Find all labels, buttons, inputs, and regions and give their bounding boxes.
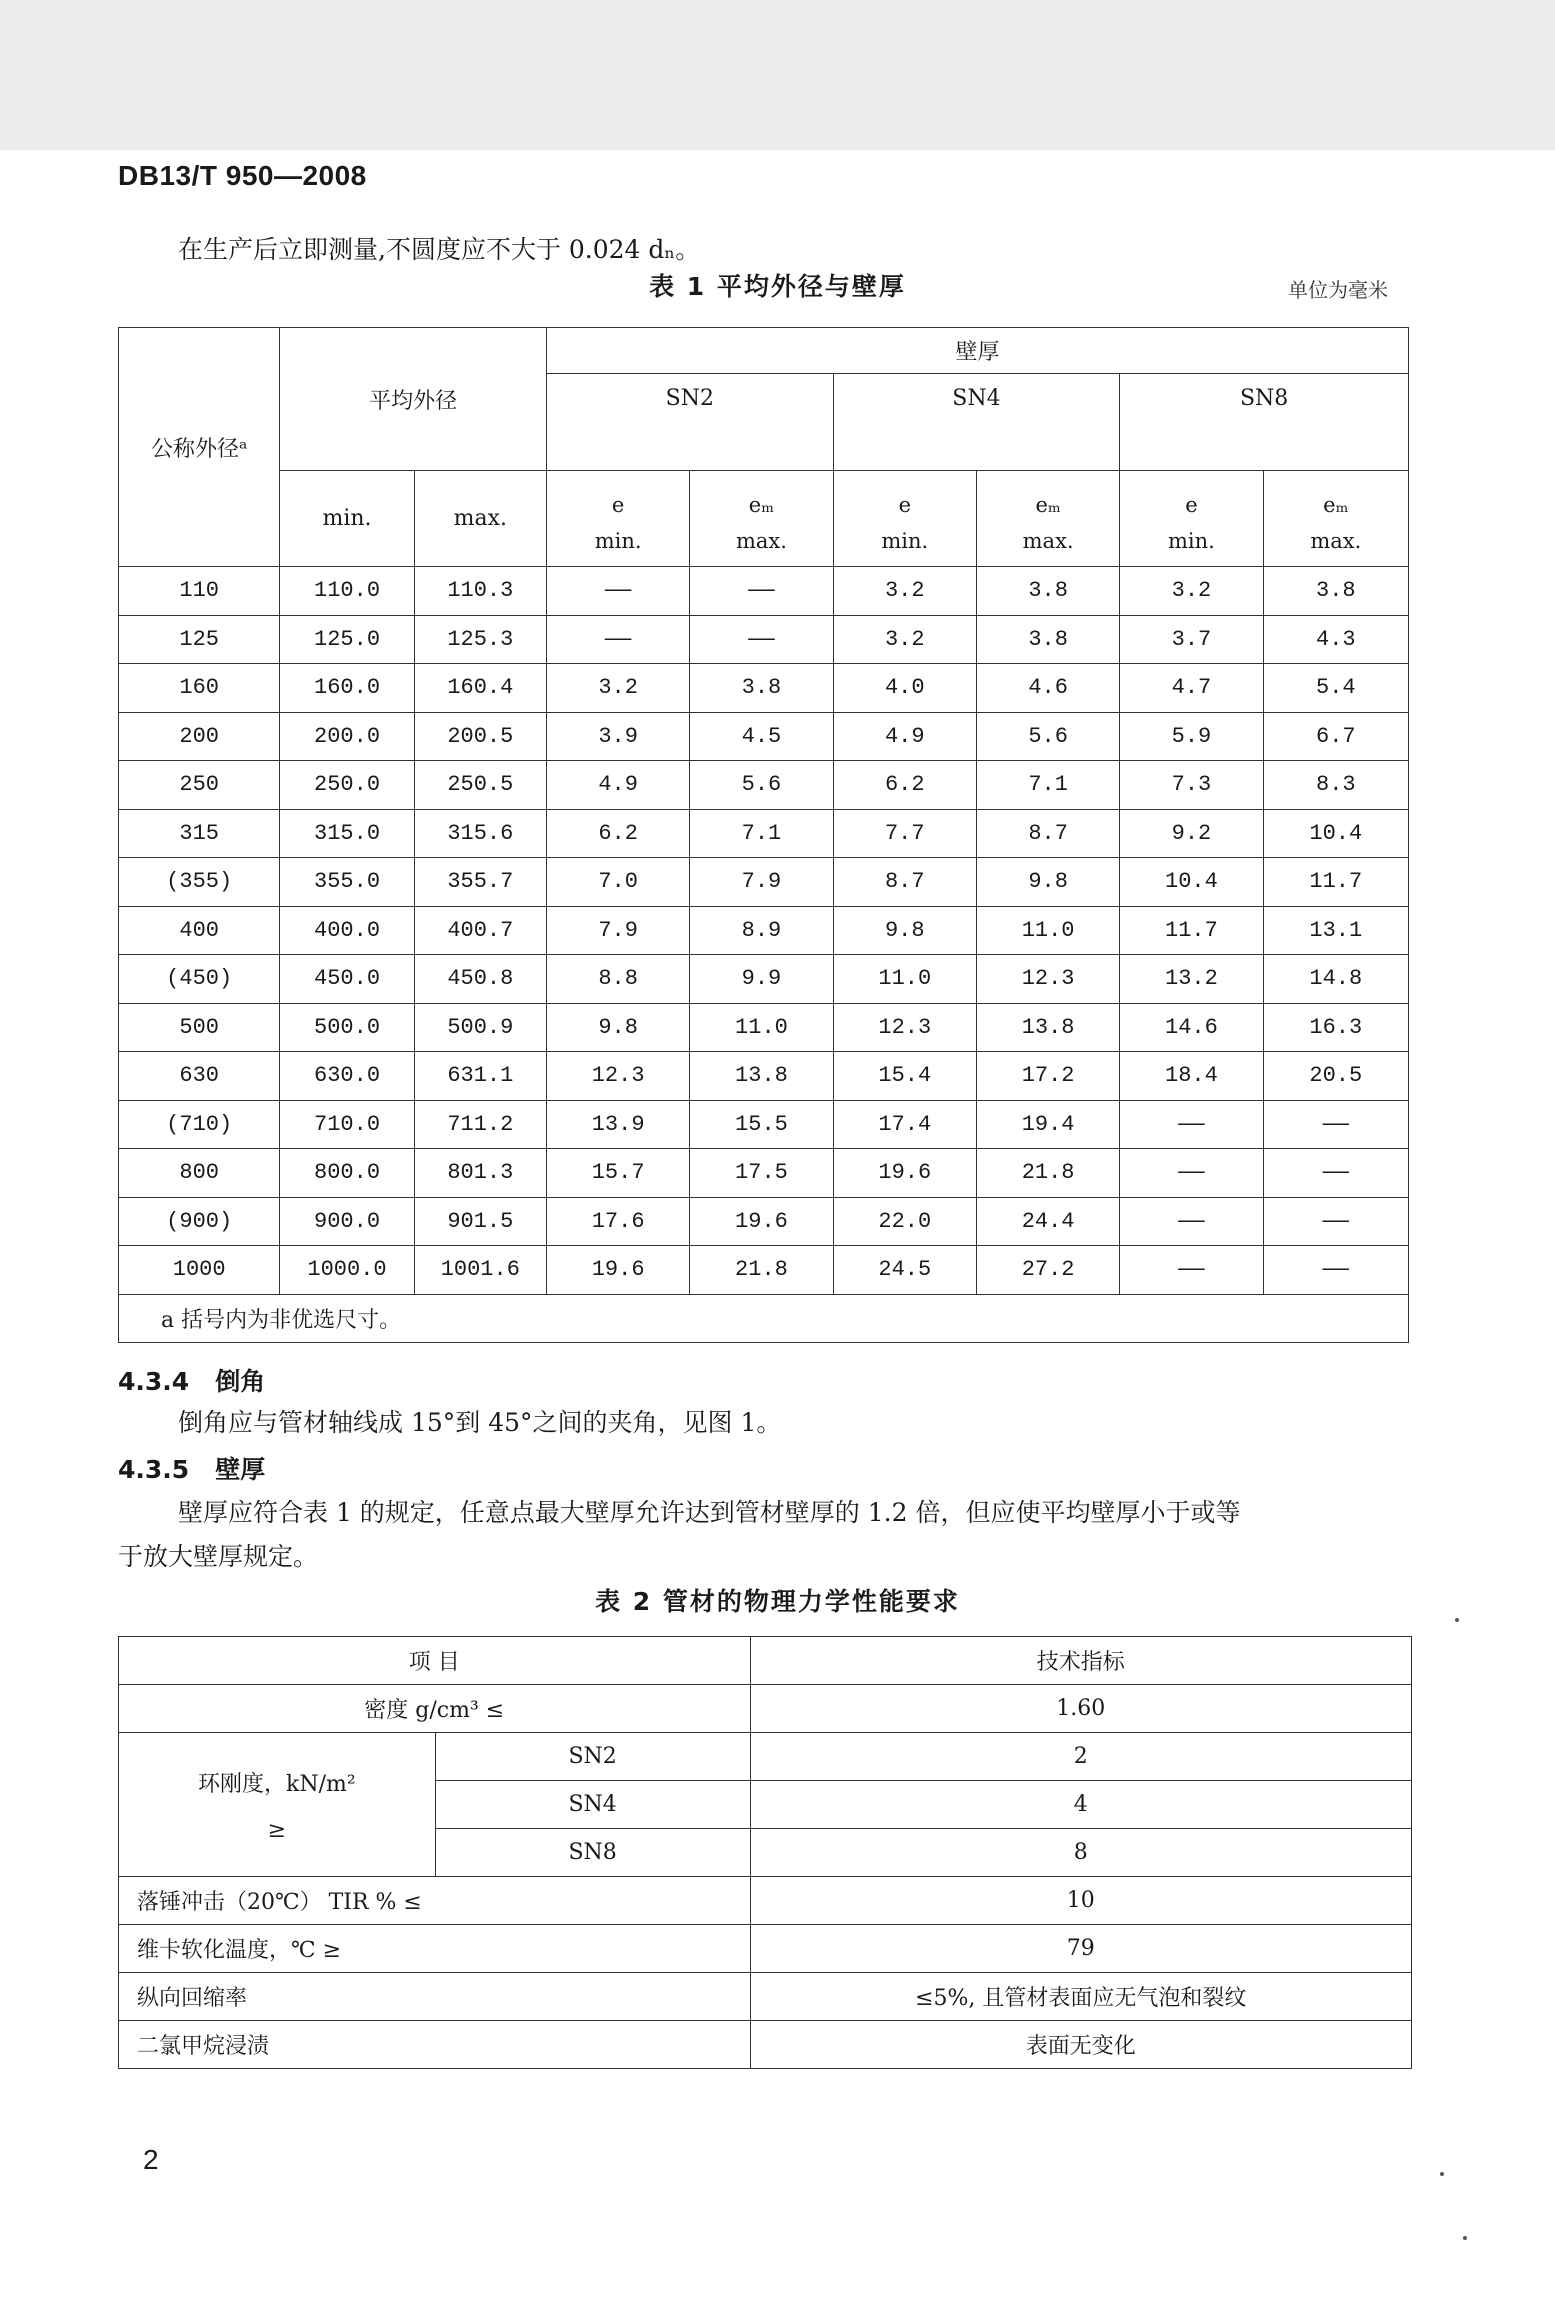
cell-sn8-em-max: 11.7 bbox=[1263, 858, 1408, 907]
cell-sn8-e-min: 9.2 bbox=[1120, 809, 1263, 858]
cell-sn8-e-min: 11.7 bbox=[1120, 906, 1263, 955]
dichloromethane-value: 表面无变化 bbox=[750, 2021, 1411, 2069]
ring-grade: SN8 bbox=[435, 1829, 750, 1877]
table-row bbox=[119, 906, 1409, 955]
cell-sn4-em-max: 27.2 bbox=[976, 1246, 1119, 1295]
cell-sn8-em-max: 14.8 bbox=[1263, 955, 1408, 1004]
cell-sn8-em-max: 13.1 bbox=[1263, 906, 1408, 955]
cell-sn4-em-max: 19.4 bbox=[976, 1100, 1119, 1149]
cell-mean-min: 500.0 bbox=[280, 1003, 414, 1052]
scan-speck bbox=[1455, 1618, 1459, 1622]
header-sn8-e-min: e min. bbox=[1120, 471, 1263, 567]
cell-sn2-e-min: 8.8 bbox=[546, 955, 689, 1004]
cell-sn4-em-max: 8.7 bbox=[976, 809, 1119, 858]
cell-sn2-em-max: 17.5 bbox=[690, 1149, 833, 1198]
cell-nominal: (450) bbox=[119, 955, 280, 1004]
table-row bbox=[119, 761, 1409, 810]
cell-nominal: (900) bbox=[119, 1197, 280, 1246]
table-row bbox=[119, 1003, 1409, 1052]
cell-sn8-em-max: —— bbox=[1263, 1149, 1408, 1198]
cell-sn2-e-min: 15.7 bbox=[546, 1149, 689, 1198]
cell-sn4-em-max: 3.8 bbox=[976, 567, 1119, 616]
cell-mean-max: 450.8 bbox=[414, 955, 546, 1004]
cell-sn2-em-max: 5.6 bbox=[690, 761, 833, 810]
cell-nominal: 125 bbox=[119, 615, 280, 664]
cell-mean-max: 901.5 bbox=[414, 1197, 546, 1246]
density-value: 1.60 bbox=[750, 1685, 1411, 1733]
cell-sn8-em-max: 8.3 bbox=[1263, 761, 1408, 810]
cell-sn2-em-max: 21.8 bbox=[690, 1246, 833, 1295]
dichloromethane-label: 二氯甲烷浸渍 bbox=[119, 2021, 751, 2069]
cell-mean-min: 450.0 bbox=[280, 955, 414, 1004]
table2-title: 表 2 管材的物理力学性能要求 bbox=[595, 1587, 960, 1616]
cell-mean-min: 710.0 bbox=[280, 1100, 414, 1149]
header-sn8-em-max: eₘ max. bbox=[1263, 471, 1408, 567]
cell-sn2-em-max: 11.0 bbox=[690, 1003, 833, 1052]
cell-sn4-e-min: 6.2 bbox=[833, 761, 976, 810]
cell-sn4-e-min: 17.4 bbox=[833, 1100, 976, 1149]
cell-sn4-em-max: 11.0 bbox=[976, 906, 1119, 955]
cell-sn2-em-max: 15.5 bbox=[690, 1100, 833, 1149]
cell-mean-max: 500.9 bbox=[414, 1003, 546, 1052]
table-row bbox=[119, 1246, 1409, 1295]
cell-mean-max: 110.3 bbox=[414, 567, 546, 616]
cell-mean-max: 355.7 bbox=[414, 858, 546, 907]
cell-nominal: 200 bbox=[119, 712, 280, 761]
cell-nominal: 315 bbox=[119, 809, 280, 858]
cell-mean-min: 200.0 bbox=[280, 712, 414, 761]
cell-sn8-em-max: 10.4 bbox=[1263, 809, 1408, 858]
cell-mean-max: 400.7 bbox=[414, 906, 546, 955]
cell-sn4-e-min: 19.6 bbox=[833, 1149, 976, 1198]
cell-sn8-em-max: 4.3 bbox=[1263, 615, 1408, 664]
cell-mean-max: 631.1 bbox=[414, 1052, 546, 1101]
cell-sn4-em-max: 5.6 bbox=[976, 712, 1119, 761]
cell-mean-max: 250.5 bbox=[414, 761, 546, 810]
cell-mean-min: 355.0 bbox=[280, 858, 414, 907]
section-4-3-5-text-line2: 于放大壁厚规定。 bbox=[118, 1542, 319, 1571]
cell-sn8-em-max: 5.4 bbox=[1263, 664, 1408, 713]
cell-mean-min: 900.0 bbox=[280, 1197, 414, 1246]
cell-mean-min: 400.0 bbox=[280, 906, 414, 955]
cell-sn8-e-min: 14.6 bbox=[1120, 1003, 1263, 1052]
document-code: DB13/T 950—2008 bbox=[118, 160, 367, 191]
header-sn8: SN8 bbox=[1120, 374, 1409, 471]
cell-sn4-em-max: 21.8 bbox=[976, 1149, 1119, 1198]
header-mean-diameter: 平均外径 bbox=[280, 328, 547, 471]
cell-mean-min: 250.0 bbox=[280, 761, 414, 810]
cell-sn8-e-min: 13.2 bbox=[1120, 955, 1263, 1004]
table-row bbox=[119, 712, 1409, 761]
cell-nominal: (355) bbox=[119, 858, 280, 907]
cell-sn2-e-min: 7.0 bbox=[546, 858, 689, 907]
table-row bbox=[119, 567, 1409, 616]
cell-sn4-e-min: 3.2 bbox=[833, 615, 976, 664]
cell-mean-min: 630.0 bbox=[280, 1052, 414, 1101]
ring-value: 2 bbox=[750, 1733, 1411, 1781]
table-row bbox=[119, 955, 1409, 1004]
cell-sn2-e-min: 6.2 bbox=[546, 809, 689, 858]
cell-sn8-em-max: —— bbox=[1263, 1100, 1408, 1149]
cell-sn4-e-min: 15.4 bbox=[833, 1052, 976, 1101]
header-item: 项 目 bbox=[119, 1637, 751, 1685]
cell-mean-max: 711.2 bbox=[414, 1100, 546, 1149]
cell-mean-max: 200.5 bbox=[414, 712, 546, 761]
section-4-3-5-heading: 4.3.5 壁厚 bbox=[118, 1455, 266, 1484]
cell-mean-max: 801.3 bbox=[414, 1149, 546, 1198]
cell-sn2-em-max: 8.9 bbox=[690, 906, 833, 955]
cell-sn2-e-min: 3.9 bbox=[546, 712, 689, 761]
table-row bbox=[119, 809, 1409, 858]
cell-sn4-e-min: 7.7 bbox=[833, 809, 976, 858]
cell-mean-max: 1001.6 bbox=[414, 1246, 546, 1295]
cell-sn2-em-max: 9.9 bbox=[690, 955, 833, 1004]
ring-grade: SN4 bbox=[435, 1781, 750, 1829]
cell-mean-min: 800.0 bbox=[280, 1149, 414, 1198]
cell-sn8-e-min: 3.7 bbox=[1120, 615, 1263, 664]
impact-value: 10 bbox=[750, 1877, 1411, 1925]
vicat-value: 79 bbox=[750, 1925, 1411, 1973]
cell-mean-min: 125.0 bbox=[280, 615, 414, 664]
scan-speck bbox=[1463, 2236, 1467, 2240]
section-4-3-4-heading: 4.3.4 倒角 bbox=[118, 1367, 266, 1396]
cell-sn4-em-max: 9.8 bbox=[976, 858, 1119, 907]
cell-nominal: 1000 bbox=[119, 1246, 280, 1295]
table-row bbox=[119, 1197, 1409, 1246]
table1-mean-diameter-wall-thickness bbox=[118, 327, 1409, 1343]
cell-nominal: 500 bbox=[119, 1003, 280, 1052]
cell-sn2-e-min: 3.2 bbox=[546, 664, 689, 713]
header-mean-max: max. bbox=[414, 471, 546, 567]
cell-sn2-em-max: 7.1 bbox=[690, 809, 833, 858]
cell-sn2-e-min: 13.9 bbox=[546, 1100, 689, 1149]
table-row bbox=[119, 664, 1409, 713]
table1-footnote: a 括号内为非优选尺寸。 bbox=[119, 1294, 1409, 1342]
cell-sn8-em-max: —— bbox=[1263, 1197, 1408, 1246]
cell-nominal: 630 bbox=[119, 1052, 280, 1101]
ring-value: 8 bbox=[750, 1829, 1411, 1877]
header-sn4-em-max: eₘ max. bbox=[976, 471, 1119, 567]
table-row bbox=[119, 1100, 1409, 1149]
cell-nominal: 250 bbox=[119, 761, 280, 810]
cell-sn4-em-max: 24.4 bbox=[976, 1197, 1119, 1246]
shrinkage-value: ≤5%, 且管材表面应无气泡和裂纹 bbox=[750, 1973, 1411, 2021]
section-4-3-4-text: 倒角应与管材轴线成 15°到 45°之间的夹角，见图 1。 bbox=[178, 1408, 782, 1437]
table-row bbox=[119, 858, 1409, 907]
table2-physical-mechanical-properties bbox=[118, 1636, 1412, 2069]
cell-nominal: 110 bbox=[119, 567, 280, 616]
header-sn2: SN2 bbox=[546, 374, 833, 471]
cell-sn4-e-min: 12.3 bbox=[833, 1003, 976, 1052]
cell-sn4-e-min: 3.2 bbox=[833, 567, 976, 616]
cell-sn2-em-max: 4.5 bbox=[690, 712, 833, 761]
cell-sn8-e-min: —— bbox=[1120, 1246, 1263, 1295]
cell-sn2-e-min: 17.6 bbox=[546, 1197, 689, 1246]
cell-sn8-e-min: —— bbox=[1120, 1100, 1263, 1149]
density-label: 密度 g/cm³ ≤ bbox=[119, 1685, 751, 1733]
scan-top-shade bbox=[0, 0, 1555, 150]
cell-sn8-e-min: 7.3 bbox=[1120, 761, 1263, 810]
cell-mean-min: 160.0 bbox=[280, 664, 414, 713]
header-wall-thickness: 壁厚 bbox=[546, 328, 1408, 374]
cell-sn2-em-max: —— bbox=[690, 615, 833, 664]
cell-mean-min: 110.0 bbox=[280, 567, 414, 616]
header-spec: 技术指标 bbox=[750, 1637, 1411, 1685]
header-mean-min: min. bbox=[280, 471, 414, 567]
header-sn2-em-max: eₘ max. bbox=[690, 471, 833, 567]
cell-sn8-em-max: 20.5 bbox=[1263, 1052, 1408, 1101]
cell-sn8-em-max: 16.3 bbox=[1263, 1003, 1408, 1052]
cell-sn8-e-min: 10.4 bbox=[1120, 858, 1263, 907]
ring-value: 4 bbox=[750, 1781, 1411, 1829]
cell-sn4-e-min: 22.0 bbox=[833, 1197, 976, 1246]
ring-stiffness-label: 环刚度，kN/m² ≥ bbox=[119, 1733, 436, 1877]
cell-sn2-e-min: 7.9 bbox=[546, 906, 689, 955]
cell-sn8-em-max: 3.8 bbox=[1263, 567, 1408, 616]
cell-sn2-em-max: —— bbox=[690, 567, 833, 616]
cell-mean-min: 315.0 bbox=[280, 809, 414, 858]
cell-sn4-em-max: 12.3 bbox=[976, 955, 1119, 1004]
section-4-3-5-text-line1: 壁厚应符合表 1 的规定，任意点最大壁厚允许达到管材壁厚的 1.2 倍，但应使平均壁厚小于或等 bbox=[178, 1498, 1241, 1527]
table1-unit: 单位为毫米 bbox=[1288, 278, 1388, 302]
cell-sn8-em-max: —— bbox=[1263, 1246, 1408, 1295]
cell-sn4-e-min: 11.0 bbox=[833, 955, 976, 1004]
cell-sn4-e-min: 4.0 bbox=[833, 664, 976, 713]
cell-sn8-e-min: 4.7 bbox=[1120, 664, 1263, 713]
cell-sn2-e-min: 19.6 bbox=[546, 1246, 689, 1295]
shrinkage-label: 纵向回缩率 bbox=[119, 1973, 751, 2021]
cell-sn2-e-min: 9.8 bbox=[546, 1003, 689, 1052]
cell-sn8-e-min: 5.9 bbox=[1120, 712, 1263, 761]
cell-nominal: 800 bbox=[119, 1149, 280, 1198]
cell-nominal: 400 bbox=[119, 906, 280, 955]
table-row bbox=[119, 615, 1409, 664]
cell-sn2-em-max: 3.8 bbox=[690, 664, 833, 713]
cell-sn8-em-max: 6.7 bbox=[1263, 712, 1408, 761]
cell-mean-max: 125.3 bbox=[414, 615, 546, 664]
scan-speck bbox=[1440, 2172, 1444, 2176]
cell-sn4-e-min: 9.8 bbox=[833, 906, 976, 955]
cell-sn2-e-min: 12.3 bbox=[546, 1052, 689, 1101]
cell-sn2-e-min: —— bbox=[546, 567, 689, 616]
cell-sn4-em-max: 7.1 bbox=[976, 761, 1119, 810]
cell-sn2-e-min: 4.9 bbox=[546, 761, 689, 810]
cell-sn4-em-max: 4.6 bbox=[976, 664, 1119, 713]
cell-sn4-e-min: 24.5 bbox=[833, 1246, 976, 1295]
cell-sn2-em-max: 13.8 bbox=[690, 1052, 833, 1101]
cell-sn8-e-min: 18.4 bbox=[1120, 1052, 1263, 1101]
cell-sn4-em-max: 3.8 bbox=[976, 615, 1119, 664]
cell-sn8-e-min: —— bbox=[1120, 1197, 1263, 1246]
table1-title: 表 1 平均外径与壁厚 bbox=[649, 272, 906, 301]
impact-label: 落锤冲击（20℃） TIR % ≤ bbox=[119, 1877, 751, 1925]
vicat-label: 维卡软化温度，℃ ≥ bbox=[119, 1925, 751, 1973]
cell-nominal: 160 bbox=[119, 664, 280, 713]
cell-mean-min: 1000.0 bbox=[280, 1246, 414, 1295]
header-sn2-e-min: e min. bbox=[546, 471, 689, 567]
cell-sn4-e-min: 4.9 bbox=[833, 712, 976, 761]
cell-nominal: (710) bbox=[119, 1100, 280, 1149]
cell-sn2-em-max: 19.6 bbox=[690, 1197, 833, 1246]
intro-paragraph: 在生产后立即测量,不圆度应不大于 0.024 dₙ。 bbox=[178, 235, 701, 264]
cell-mean-max: 315.6 bbox=[414, 809, 546, 858]
cell-sn8-e-min: 3.2 bbox=[1120, 567, 1263, 616]
cell-sn2-e-min: —— bbox=[546, 615, 689, 664]
cell-sn4-em-max: 17.2 bbox=[976, 1052, 1119, 1101]
header-sn4: SN4 bbox=[833, 374, 1120, 471]
ring-grade: SN2 bbox=[435, 1733, 750, 1781]
header-nominal-diameter: 公称外径ᵃ bbox=[119, 328, 280, 567]
header-sn4-e-min: e min. bbox=[833, 471, 976, 567]
cell-sn2-em-max: 7.9 bbox=[690, 858, 833, 907]
cell-sn4-em-max: 13.8 bbox=[976, 1003, 1119, 1052]
page-number: 2 bbox=[143, 2144, 159, 2175]
cell-mean-max: 160.4 bbox=[414, 664, 546, 713]
cell-sn8-e-min: —— bbox=[1120, 1149, 1263, 1198]
table-row bbox=[119, 1149, 1409, 1198]
table-row bbox=[119, 1052, 1409, 1101]
cell-sn4-e-min: 8.7 bbox=[833, 858, 976, 907]
